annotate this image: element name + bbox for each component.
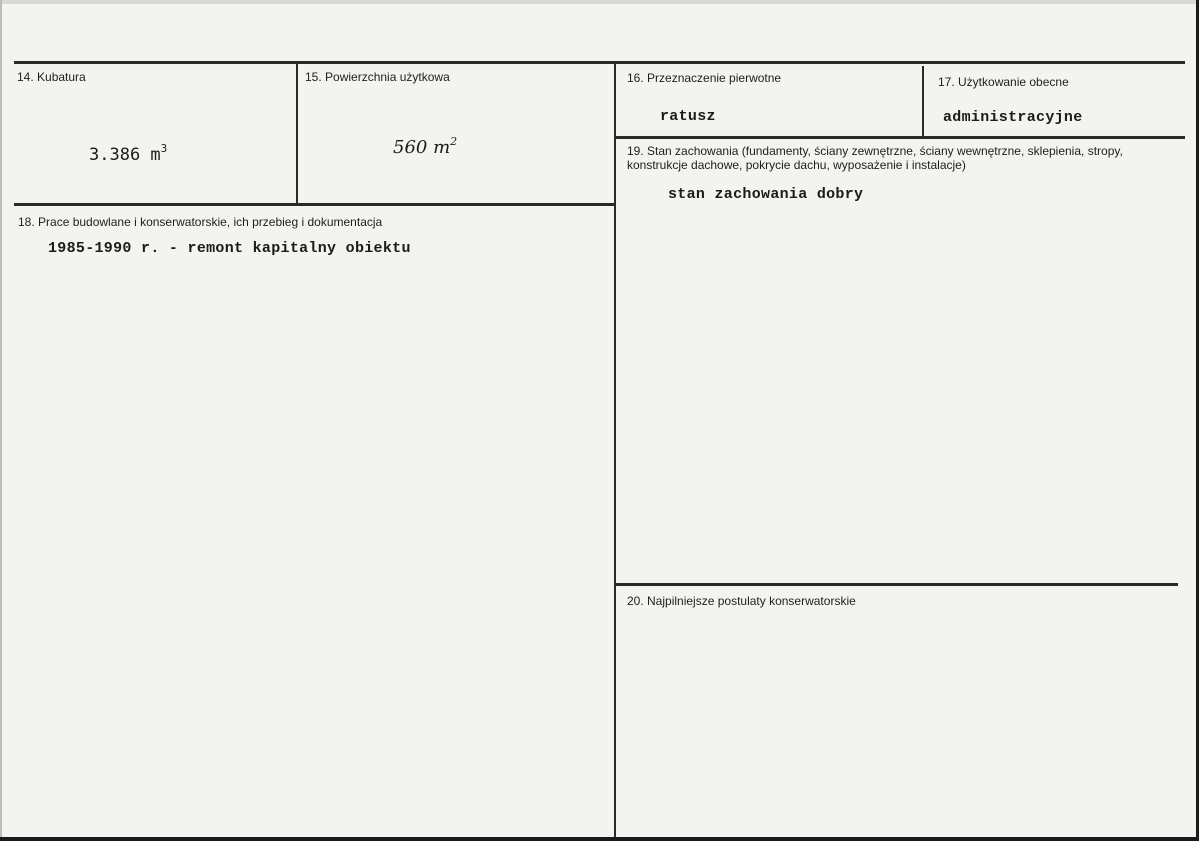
field-15-label: 15. Powierzchnia użytkowa — [305, 70, 450, 84]
field-17-label: 17. Użytkowanie obecne — [938, 75, 1069, 89]
field-16-label: 16. Przeznaczenie pierwotne — [627, 71, 782, 85]
field-18-label: 18. Prace budowlane i konserwatorskie, ich przebieg i dokumentacja — [18, 215, 383, 229]
field-15-value-unit-exponent: 2 — [450, 135, 458, 148]
field-14-value — [89, 142, 167, 165]
field-20-label: 20. Najpilniejsze postulaty konserwatorskie — [627, 594, 856, 608]
top-rule — [14, 61, 1185, 64]
field-14-label: 14. Kubatura — [17, 70, 86, 84]
field-16-value: ratusz — [660, 108, 716, 125]
sheet-left-edge — [0, 0, 2, 841]
field-15-value — [393, 135, 457, 158]
field-14-value-unit-exponent: 3 — [160, 142, 168, 155]
divider-15-16 — [614, 62, 616, 838]
field-15-value-text: 560 m — [393, 137, 451, 158]
rule-under-14-15 — [14, 203, 615, 206]
field-17-value: administracyjne — [943, 109, 1083, 126]
divider-16-17 — [922, 66, 924, 138]
field-18-value: 1985-1990 r. - remont kapitalny obiektu — [48, 240, 411, 257]
field-19-label: 19. Stan zachowania (fundamenty, ściany zewnętrzne, ściany wewnętrzne, sklepienia, stropy, konstrukcje dachowe, pokrycie dachu, wyposażenie i instalacje) — [627, 144, 1123, 172]
sheet-top-edge — [0, 0, 1199, 4]
rule-above-20 — [615, 583, 1178, 586]
rule-under-16-17 — [615, 136, 1185, 139]
sheet-bottom-edge — [0, 837, 1199, 841]
field-14-value-text: 3.386 m — [89, 145, 161, 165]
field-19-value: stan zachowania dobry — [668, 186, 864, 203]
divider-14-15 — [296, 62, 298, 204]
